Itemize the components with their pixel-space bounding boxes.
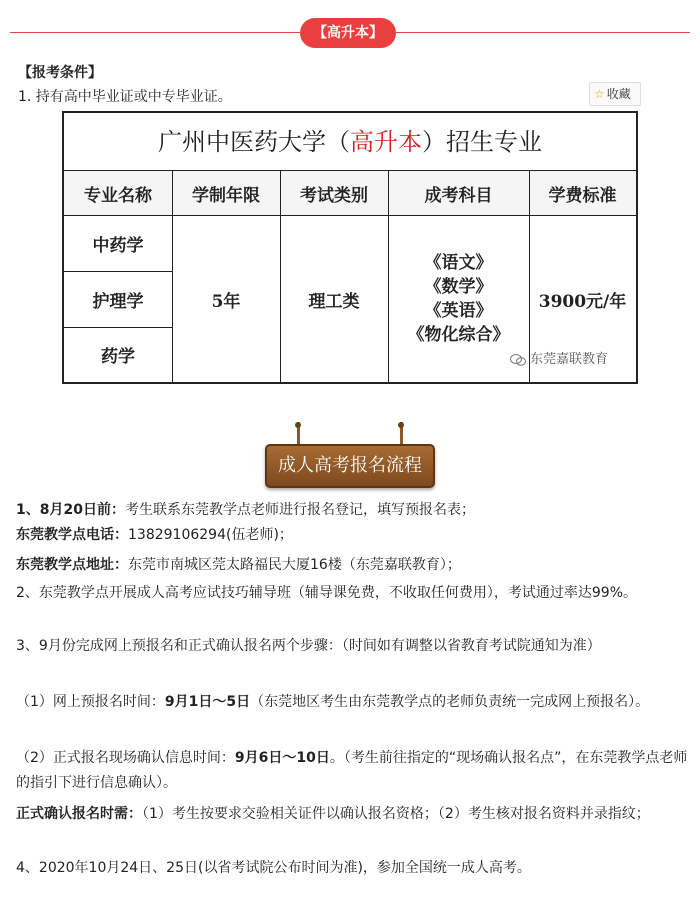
section-header [10,18,690,48]
subject-item: 《物化综合》 [407,325,510,345]
process-sign-label: 成人高考报名流程 [265,444,435,488]
favorite-button[interactable] [589,82,641,106]
favorite-label: 收藏 [606,87,631,101]
watermark-text: 东莞嘉联教育 [530,352,609,367]
subjects-cell [388,216,529,382]
process-step-3b: （2）正式报名现场确认信息时间：9月6日～10日。（考生前往指定的“现场确认报名点”，在东莞教学点老师的指引下进行信息确认）。 [16,750,688,791]
section-title-badge: 【高升本】 [300,18,396,48]
header-major: 专业名称 [84,186,152,206]
subject-item: 《语文》 [424,253,493,273]
process-requirements: 正式确认报名时需：（1）考生按要求交验相关证件以确认报名资格；（2）考生核对报名资料并录指纹； [16,806,650,822]
fee-cell: 3900元/年 [538,291,627,312]
process-address: 东莞教学点地址：东莞市南城区莞太路福民大厦16楼（东莞嘉联教育）； [16,557,461,573]
major-cell: 药学 [101,347,135,367]
duration-cell: 5年 [211,291,241,312]
subject-item: 《英语》 [424,301,493,321]
major-cell: 中药学 [92,236,144,256]
subject-item: 《数学》 [424,277,493,297]
majors-table [62,111,638,384]
table-title-highlight: 高升本 [350,128,422,156]
process-sign [265,422,435,492]
wechat-icon [510,354,526,366]
star-icon: ☆ [594,87,605,101]
header-duration: 学制年限 [192,186,260,206]
watermark [510,348,608,367]
category-cell: 理工类 [308,291,360,312]
process-phone: 东莞教学点电话：13829106294(伍老师)； [16,527,293,543]
conditions-item-1: 1. 持有高中毕业证或中专毕业证。 [18,89,232,105]
header-fee: 学费标准 [548,186,617,206]
process-step-3: 3、9月份完成网上预报名和正式确认报名两个步骤：（时间如有调整以省教育考试院通知为准） [16,638,601,654]
major-cell: 护理学 [92,291,144,312]
process-step-3a: （1）网上预报名时间：9月1日～5日（东莞地区考生由东莞教学点的老师负责统一完成网上预报名）。 [16,694,650,710]
conditions-title: 【报考条件】 [18,65,102,81]
table-title: 广州中医药大学（高升本）招生专业 [64,113,636,171]
header-category: 考试类别 [300,186,368,206]
process-step-2: 2、东莞教学点开展成人高考应试技巧辅导班（辅导课免费，不收取任何费用），考试通过率达99%。 [16,585,638,601]
header-subjects: 成考科目 [424,186,493,206]
process-step-1: 1、8月20日前：考生联系东莞教学点老师进行报名登记，填写预报名表； [16,502,475,518]
process-step-4: 4、2020年10月24日、25日(以省考试院公布时间为准)，参加全国统一成人高考。 [16,860,531,876]
